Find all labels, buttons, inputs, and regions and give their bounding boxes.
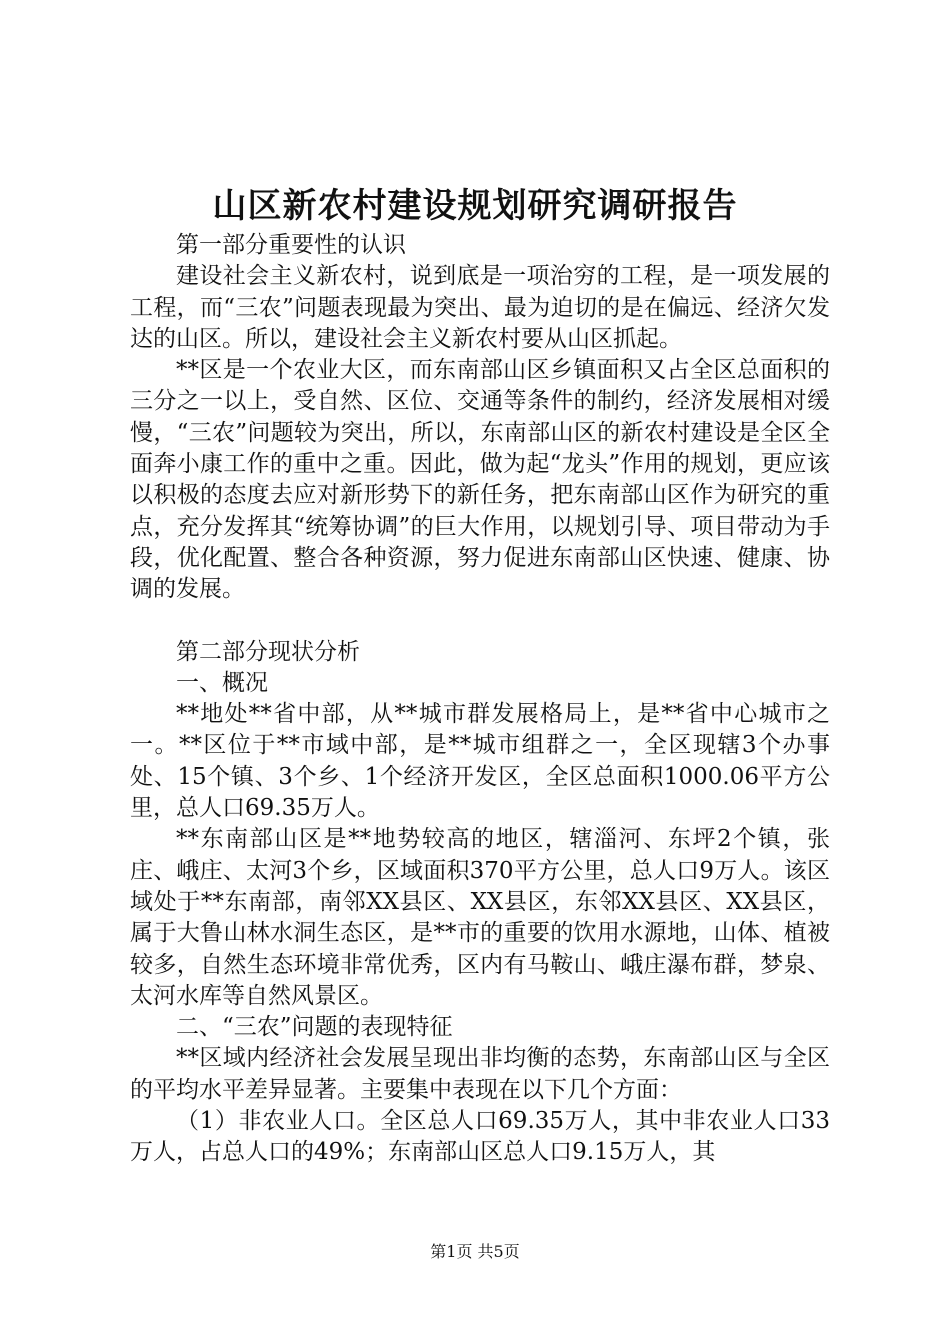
section-heading-part-two: 第二部分现状分析: [176, 638, 360, 665]
subheading-overview: 一、概况: [176, 669, 268, 696]
paragraph-location: **地处**省中部，从**城市群发展格局上，是**省中心城市之一。**区位于**市域中部，是**城市组群之一，全区现辖3个办事处、15个镇、3个乡、1个经济开发区，全区总面积1000.06平方公里，总人口69.35万人。: [130, 701, 830, 822]
paragraph-gap: [130, 606, 830, 637]
paragraph-imbalance: **区域内经济社会发展呈现出非均衡的态势，东南部山区与全区的平均水平差异显著。主要集中表现在以下几个方面：: [130, 1045, 830, 1103]
document-title: 山区新农村建设规划研究调研报告: [212, 186, 738, 226]
paragraph-non-agricultural-population: （1）非农业人口。全区总人口69.35万人，其中非农业人口33万人，占总人口的49%；东南部山区总人口9.15万人，其: [130, 1108, 830, 1166]
paragraph-southeast-mountain: **东南部山区是**地势较高的地区，辖淄河、东坪2个镇，张庄、峨庄、太河3个乡，区域面积370平方公里，总人口9万人。该区域处于**东南部，南邻XX县区、XX县区，东邻XX县区、XX县区，属于大鲁山林水洞生态区，是**市的重要的饮用水源地，山体、植被较多，自然生态环境非常优秀，区内有马鞍山、峨庄瀑布群，梦泉、太河水库等自然风景区。: [130, 826, 830, 1009]
section-heading-part-one: 第一部分重要性的认识: [176, 232, 406, 258]
subheading-three-rural-issues: 二、“三农”问题的表现特征: [176, 1014, 453, 1041]
document-body: [130, 230, 830, 1169]
paragraph-district-overview: **区是一个农业大区，而东南部山区乡镇面积又占全区总面积的三分之一以上，受自然、区位、交通等条件的制约，经济发展相对缓慢，“三农”问题较为突出，所以，东南部山区的新农村建设是全区全面奔小康工作的重中之重。因此，做为起“龙头”作用的规划，更应该以积极的态度去应对新形势下的新任务，把东南部山区作为研究的重点，充分发挥其“统筹协调”的巨大作用，以规划引导、项目带动为手段，优化配置、整合各种资源，努力促进东南部山区快速、健康、协调的发展。: [130, 357, 830, 603]
page-footer: 第1页 共5页: [430, 1242, 520, 1261]
paragraph-importance: 建设社会主义新农村，说到底是一项治穷的工程，是一项发展的工程，而“三农”问题表现最为突出、最为迫切的是在偏远、经济欠发达的山区。所以，建设社会主义新农村要从山区抓起。: [130, 263, 830, 352]
